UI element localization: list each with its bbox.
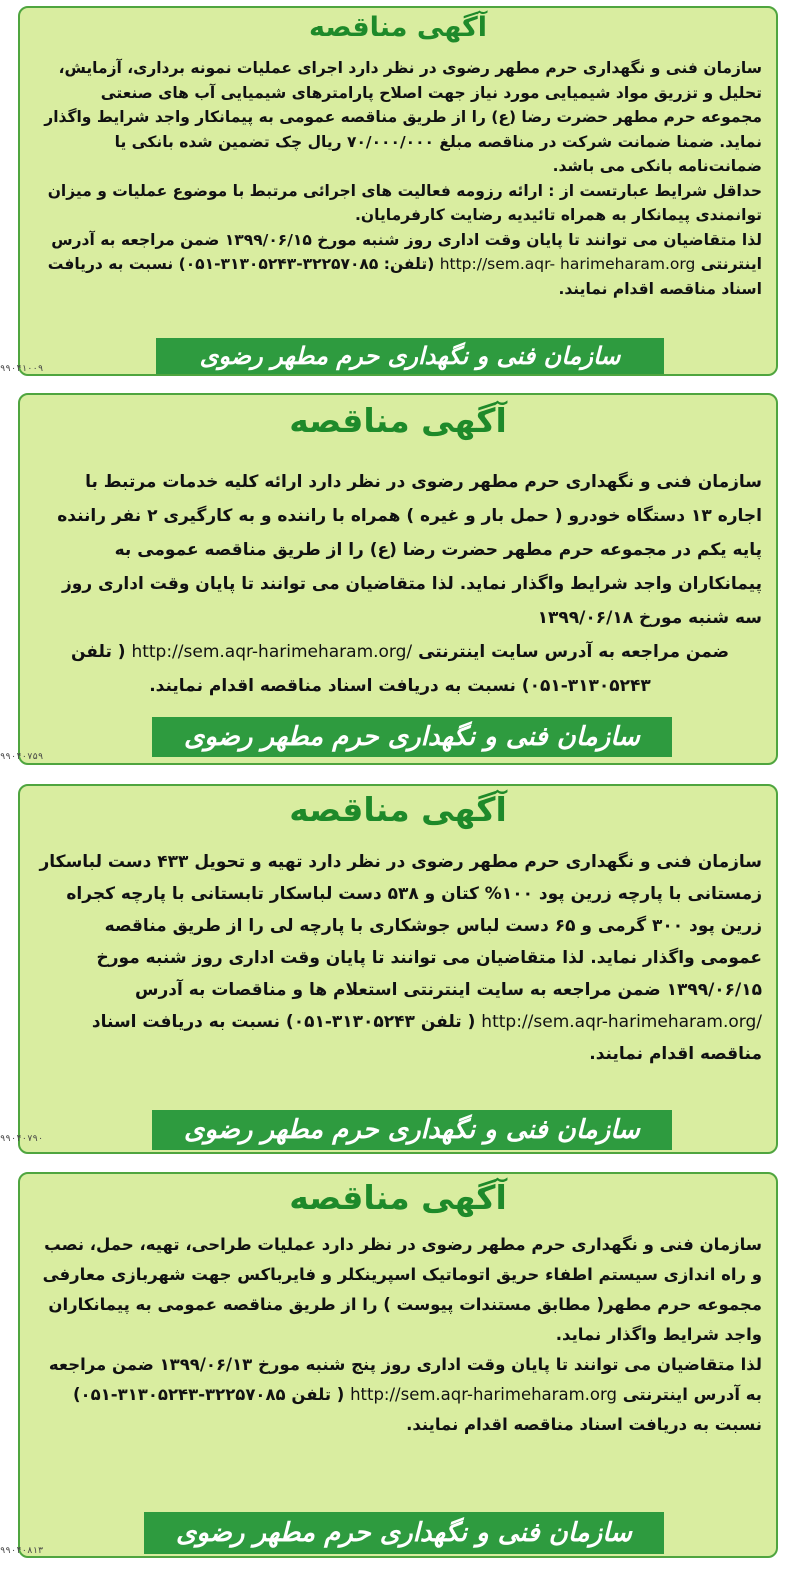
closing-text: ( تلفن ۳۱۳۰۵۲۴۳-۰۵۱) نسبت به دریافت اسناد مناقصه اقدام نمایند.	[91, 1012, 762, 1064]
ad-title: آگهی مناقصه	[289, 1178, 507, 1217]
ad-paragraph: سازمان فنی و نگهداری حرم مطهر رضوی در نظر دارد ارائه کلیه خدمات مرتبط با اجاره ۱۳ دستگاه خودرو ( حمل بار و غیره ) همراه با راننده و به کارگیری ۲ نفر راننده پایه یکم در مجموعه حرم مطهر حضرت رضا (ع) را از طریق مناقصه عمومی به پیمانکاران واجد شرایط واگذار نماید. لذا متقاضیان می توانند تا پایان وقت اداری روز سه شنبه مورخ ۱۳۹۹/۰۶/۱۸	[57, 472, 762, 628]
ad-closing	[38, 635, 762, 703]
ad-closing	[38, 1350, 762, 1440]
ad-title: آگهی مناقصه	[308, 12, 488, 43]
ad-paragraph: سازمان فنی و نگهداری حرم مطهر رضوی در نظر دارد اجرای عملیات نمونه برداری، آزمایش، تحلیل و تزریق مواد شیمیایی مورد نیاز جهت اصلاح پارامترهای شیمیایی آب های صنعتی مجموعه حرم مطهر حضرت رضا (ع) را از طریق مناقصه عمومی به پیمانکار واجد شرایط واگذار نماید. ضمنا ضمانت شرکت در مناقصه مبلغ ۷۰/۰۰۰/۰۰۰ ریال چک تضمین شده بانکی یا ضمانت‌نامه بانکی می باشد.	[44, 59, 762, 175]
closing-text: ضمن مراجعه به آدرس سایت اینترنتی	[418, 642, 730, 662]
paragraph-text: سازمان فنی و نگهداری حرم مطهر رضوی در نظر دارد تهیه و تحویل ۴۳۳ دست لباسکار زمستانی با پارچه زرین پود ۱۰۰% کتان و ۵۳۸ دست لباسکار تابستانی با پارچه کجراه زرین پود ۳۰۰ گرمی و ۶۵ دست لباس جوشکاری با پارچه لی را از طریق مناقصه عمومی واگذار نماید. لذا متقاضیان می توانند تا پایان وقت اداری روز شنبه مورخ ۱۳۹۹/۰۶/۱۵ ضمن مراجعه به سایت اینترنتی استعلام ها و مناقصات به آدرس	[39, 852, 762, 1000]
ad-reference-number: ۹۹۰۴۰۷۹۰	[0, 1134, 44, 1144]
organization-banner: سازمان فنی و نگهداری حرم مطهر رضوی	[144, 1512, 664, 1554]
closing-text: ( تلفن ۳۱۳۰۵۲۴۳-۰۵۱) نسبت به دریافت اسناد مناقصه اقدام نمایند.	[70, 642, 651, 696]
closing-text: لذا متقاضیان می توانند تا پایان وقت اداری روز پنج شنبه مورخ ۱۳۹۹/۰۶/۱۳ ضمن مراجعه به آدرس اینترنتی	[48, 1355, 762, 1404]
website-link[interactable]: http://sem.aqr-harimeharam.org/	[481, 1012, 762, 1032]
ad-paragraph: سازمان فنی و نگهداری حرم مطهر رضوی در نظر دارد عملیات طراحی، تهیه، حمل، نصب و راه اندازی سیستم اطفاء حریق اتوماتیک اسپرینکلر و فایرباکس جهت شهربازی معارفی مجموعه حرم مطهر( مطابق مستندات پیوست ) را از طریق مناقصه عمومی به پیمانکاران واجد شرایط واگذار نماید.	[42, 1235, 762, 1344]
website-link[interactable]: http://sem.aqr- harimeharam.org	[439, 255, 696, 273]
ad-closing	[38, 228, 762, 302]
ad-reference-number: ۹۹۰۴۰۷۵۹	[0, 752, 44, 762]
tender-ad-1	[18, 6, 778, 376]
tender-ad-2	[18, 393, 778, 765]
ad-paragraph	[38, 846, 762, 1070]
organization-banner: سازمان فنی و نگهداری حرم مطهر رضوی	[152, 717, 672, 757]
ad-body	[38, 846, 762, 1070]
ad-title: آگهی مناقصه	[289, 790, 507, 829]
tender-ad-3	[18, 784, 778, 1154]
ad-body	[38, 56, 762, 301]
ad-body	[38, 465, 762, 703]
ad-paragraph: حداقل شرایط عبارتست از : ارائه رزومه فعالیت های اجرائی مرتبط با موضوع عملیات و میزان توانمندی پیمانکار به همراه تائیدیه رضایت کارفرمایان.	[47, 181, 762, 224]
organization-banner: سازمان فنی و نگهداری حرم مطهر رضوی	[156, 338, 664, 374]
website-link[interactable]: http://sem.aqr-harimeharam.org	[350, 1385, 617, 1404]
ad-body	[38, 1230, 762, 1440]
tender-ad-4	[18, 1172, 778, 1558]
ad-reference-number: ۹۹۰۴۱۰۰۹	[0, 364, 44, 374]
organization-banner: سازمان فنی و نگهداری حرم مطهر رضوی	[152, 1110, 672, 1150]
closing-text: (تلفن: ۳۲۲۵۷۰۸۵-۳۱۳۰۵۲۴۳-۰۵۱) نسبت به دریافت اسناد مناقصه اقدام نمایند.	[47, 255, 762, 298]
ad-title: آگهی مناقصه	[289, 401, 507, 440]
closing-text: ( تلفن ۳۲۲۵۷۰۸۵-۳۱۳۰۵۲۴۳-۰۵۱) نسبت به دریافت اسناد مناقصه اقدام نمایند.	[72, 1385, 762, 1434]
website-link[interactable]: http://sem.aqr-harimeharam.org/	[131, 642, 413, 662]
ad-reference-number: ۹۹۰۴۰۸۱۳	[0, 1546, 44, 1556]
closing-text: لذا متقاضیان می توانند تا پایان وقت اداری روز شنبه مورخ ۱۳۹۹/۰۶/۱۵ ضمن مراجعه به آدرس اینترنتی	[51, 230, 762, 273]
